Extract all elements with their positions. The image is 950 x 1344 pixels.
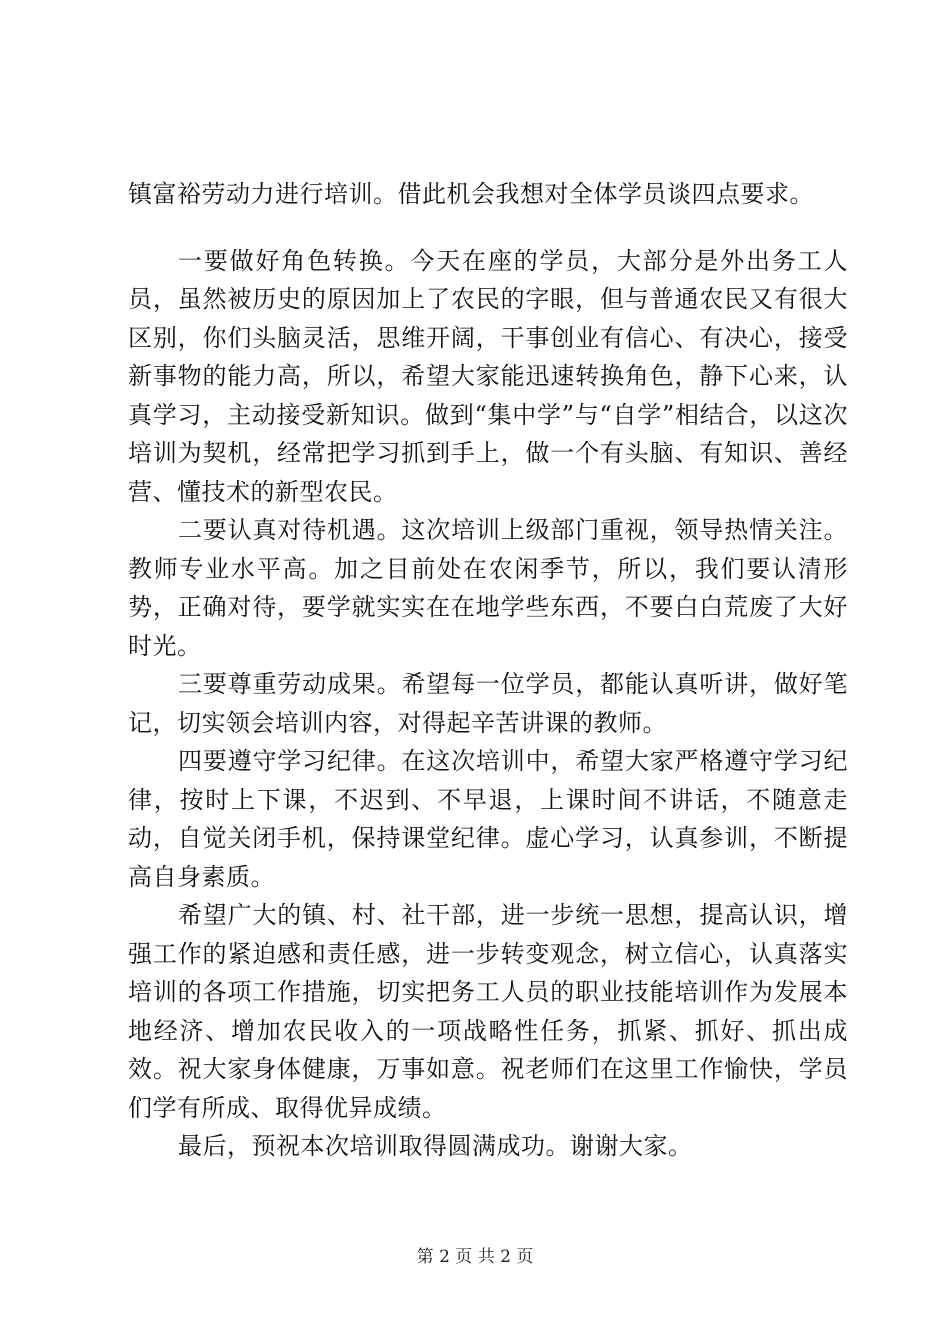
paragraph-requirement-1: 一要做好角色转换。今天在座的学员，大部分是外出务工人员，虽然被历史的原因加上了农民的字眼，但与普通农民又有很大区别，你们头脑灵活，思维开阔，干事创业有信心、有决心，接受新事物的能力高，所以，希望大家能迅速转换角色，静下心来，认真学习，主动接受新知识。做到“集中学”与“自学”相结合，以这次培训为契机，经常把学习抓到手上，做一个有头脑、有知识、善经营、懂技术的新型农民。: [128, 246, 848, 506]
paragraph-hope: 希望广大的镇、村、社干部，进一步统一思想，提高认识，增强工作的紧迫感和责任感，进一步转变观念，树立信心，认真落实培训的各项工作措施，切实把务工人员的职业技能培训作为发展本地经济、增加农民收入的一项战略性任务，抓紧、抓好、抓出成效。祝大家身体健康，万事如意。祝老师们在这里工作愉快，学员们学有所成、取得优异成绩。: [128, 901, 848, 1122]
paragraph-requirement-3: 三要尊重劳动成果。希望每一位学员，都能认真听讲，做好笔记，切实领会培训内容，对得起辛苦讲课的教师。: [128, 670, 848, 737]
page-footer: [0, 1242, 950, 1267]
paragraph-closing: 最后，预祝本次培训取得圆满成功。谢谢大家。: [178, 1132, 693, 1160]
paragraph-requirement-2: 二要认真对待机遇。这次培训上级部门重视，领导热情关注。教师专业水平高。加之目前处在农闲季节，所以，我们要认清形势，正确对待，要学就实实在在地学些东西，不要白白荒废了大好时光。: [128, 516, 848, 660]
paragraph-requirement-4: 四要遵守学习纪律。在这次培训中，希望大家严格遵守学习纪律，按时上下课，不迟到、不早退，上课时间不讲话，不随意走动，自觉关闭手机，保持课堂纪律。虚心学习，认真参训，不断提高自身素质。: [128, 747, 848, 891]
document-body: [128, 175, 848, 1166]
page-number: 第 2 页 共 2 页: [416, 1247, 534, 1267]
paragraph-intro: 镇富裕劳动力进行培训。借此机会我想对全体学员谈四点要求。: [128, 180, 814, 208]
